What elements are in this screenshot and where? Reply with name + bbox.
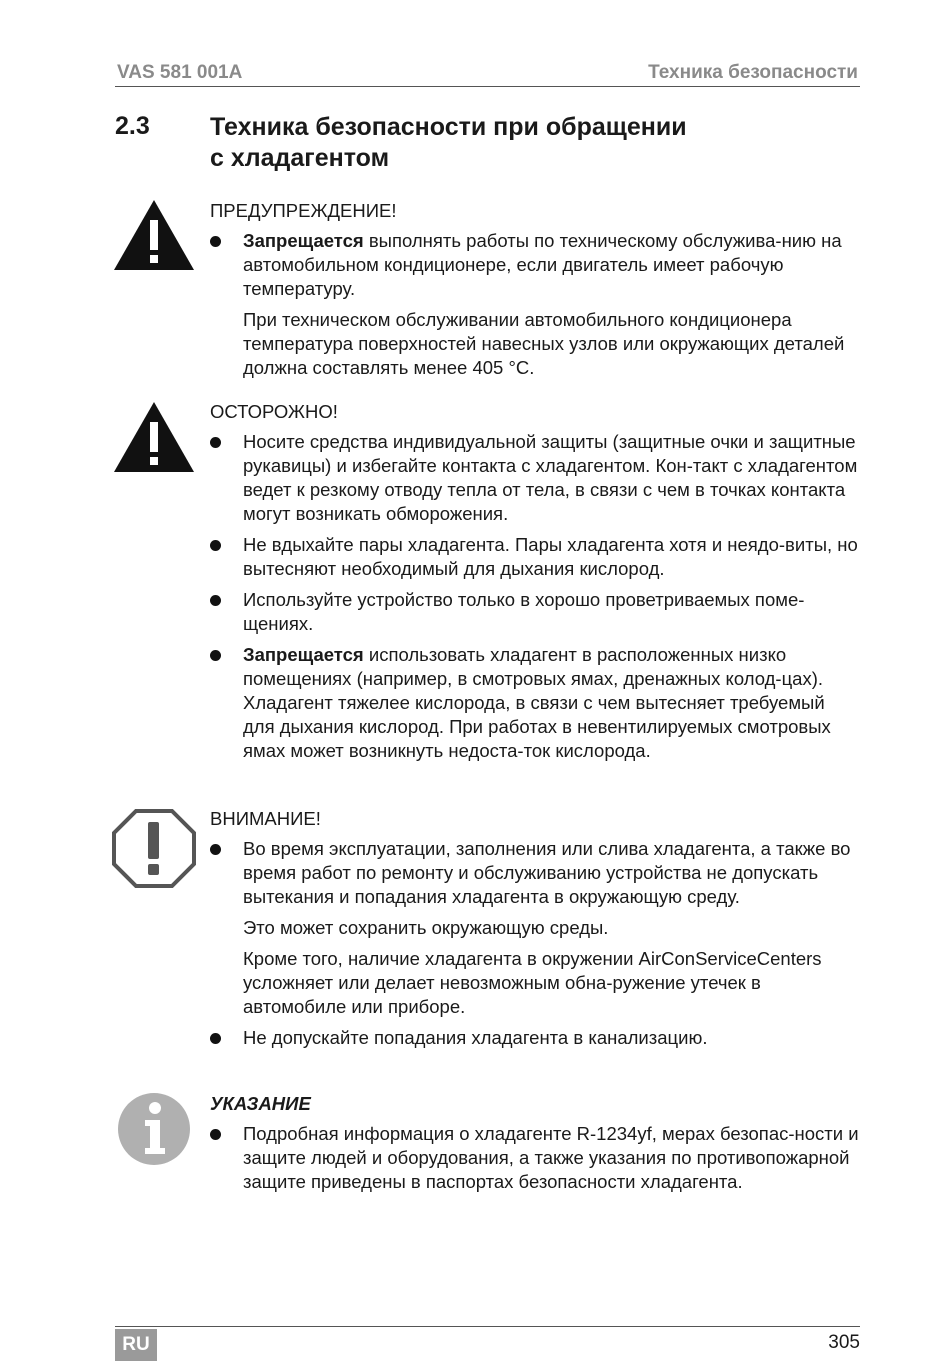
- caution-item-1-text: Носите средства индивидуальной защиты (защитные очки и защитные рукавицы) и избегайте контакта с хладагентом. Кон-такт с хладагентом ведет к резкому отводу тепла от тела, в связи с чем в точках контакта могут возникать обморожения.: [243, 431, 858, 524]
- item-text: использовать хладагент в расположенных низко помещениях (например, в смотровых ямах, дренажных колод-цах). Хладагент тяжелее кислорода, в связи с чем вытесняет требуемый для дыхания кислород. При работах в невентилируемых смотровых ямах может возникнуть недоста-ток кислорода.: [243, 644, 831, 761]
- hint-item-1-text: Подробная информация о хладагенте R-1234yf, мерах безопас-ности и защите людей и оборудования, а также указания по противопожарной защите приведены в паспортах безопасности хладагента.: [243, 1123, 859, 1192]
- attention-title: ВНИМАНИЕ!: [210, 808, 321, 829]
- bullet-icon: [210, 595, 221, 606]
- caution-item-4-text: [243, 643, 860, 763]
- attention-block: [210, 808, 860, 1057]
- section-title-line1: Техника безопасности при обращении: [210, 113, 687, 141]
- list-item: [210, 837, 860, 1019]
- bullet-icon: [210, 1129, 221, 1140]
- page-header: [115, 60, 860, 87]
- warning-triangle-icon: [112, 198, 196, 278]
- page-number: 305: [828, 1332, 860, 1353]
- section-title: [210, 112, 850, 174]
- bullet-icon: [210, 844, 221, 855]
- section-number: 2.3: [115, 112, 150, 140]
- bullet-icon: [210, 437, 221, 448]
- emphasis: Запрещается: [243, 644, 364, 665]
- list-item: [210, 430, 860, 526]
- hint-block: [210, 1093, 860, 1201]
- caution-item-2-text: Не вдыхайте пары хладагента. Пары хладагента хотя и неядо-виты, но вытесняют необходимый для дыхания кислород.: [243, 534, 858, 579]
- list-item: [210, 588, 860, 636]
- list-item: [210, 1026, 860, 1050]
- attention-item-1-text: Во время эксплуатации, заполнения или слива хладагента, а также во время работ по ремонту и обслуживанию устройства не допускать вытекания и попадания хладагента в окружающую среду.: [243, 838, 851, 907]
- bullet-icon: [210, 540, 221, 551]
- bullet-icon: [210, 236, 221, 247]
- chapter-title: Техника безопасности: [648, 62, 858, 83]
- attention-item-2-text: Не допускайте попадания хладагента в канализацию.: [243, 1027, 708, 1048]
- list-item: [210, 643, 860, 763]
- warning-title: ПРЕДУПРЕЖДЕНИЕ!: [210, 200, 397, 221]
- caution-triangle-icon: [112, 400, 196, 480]
- attention-item-1-extra2: Кроме того, наличие хладагента в окружении AirConServiceCenters усложняет или делает невозможным обна-ружение утечек в автомобиле или приборе.: [243, 948, 822, 1017]
- attention-octagon-icon: [112, 808, 196, 888]
- list-item: [210, 1122, 860, 1194]
- item-text: выполнять работы по техническому обслужива-нию на автомобильном кондиционере, если двигатель имеет рабочую температуру.: [243, 230, 842, 299]
- emphasis: Запрещается: [243, 230, 364, 251]
- hint-title: УКАЗАНИЕ: [210, 1093, 311, 1114]
- list-item: [210, 533, 860, 581]
- caution-block: [210, 401, 860, 770]
- section-title-line2: с хладагентом: [210, 144, 390, 172]
- warning-item-1-text: [243, 229, 860, 301]
- footer-divider: [115, 1326, 860, 1327]
- list-item: [210, 229, 860, 380]
- caution-item-3-text: Используйте устройство только в хорошо проветриваемых поме-щениях.: [243, 589, 805, 634]
- document-code: VAS 581 001A: [117, 62, 243, 83]
- attention-item-1-extra1: Это может сохранить окружающую среды.: [243, 917, 609, 938]
- language-badge: RU: [115, 1329, 157, 1361]
- caution-title: ОСТОРОЖНО!: [210, 401, 338, 422]
- info-circle-icon: [112, 1090, 196, 1170]
- warning-block: [210, 200, 860, 387]
- bullet-icon: [210, 1033, 221, 1044]
- bullet-icon: [210, 650, 221, 661]
- warning-item-1-extra: При техническом обслуживании автомобильного кондиционера температура поверхностей навесных узлов или окружающих деталей должна составлять менее 405 °C.: [243, 309, 845, 378]
